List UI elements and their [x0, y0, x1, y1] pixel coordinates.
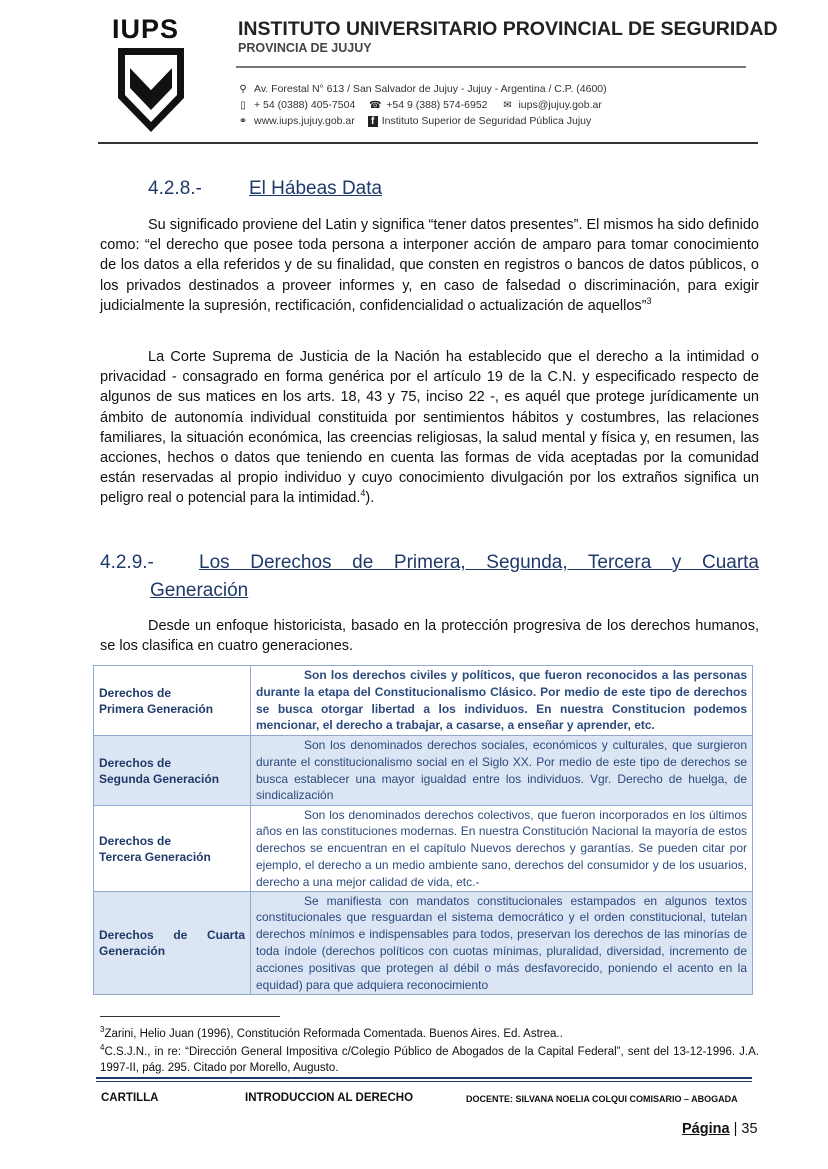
row-label: Derechos de Cuarta Generación [94, 892, 251, 995]
section-title-line2: Generación [150, 580, 249, 601]
header-rule [236, 66, 746, 68]
row-description: Son los denominados derechos colectivos, que fueron incorporados en los últimos años en las constituciones modernas. En nuestra Constitución Nacional la mayoría de estos derechos se encuentran en el capítulo Nuevos derechos y garantías. Se pueden citar por ejemplo, el derecho a un medio ambiente sano, derechos del consumidor y de los usuarios, derecho a una mejor calidad de vida, etc.- [251, 806, 753, 892]
institution-province: PROVINCIA DE JUJUY [238, 41, 372, 55]
row-label: Derechos de Primera Generación [94, 666, 251, 736]
footnote-3 [100, 1026, 759, 1042]
section-title-line1: Los Derechos de Primera, Segunda, Tercera y Cuarta [199, 552, 759, 573]
paragraph-generations-intro [100, 616, 759, 656]
footer-rule [96, 1077, 752, 1079]
paragraph-corte-suprema [100, 347, 759, 509]
email-icon: ✉ [503, 100, 512, 111]
location-pin-icon: ⚲ [239, 84, 247, 95]
table-row [94, 892, 753, 995]
web-line [236, 115, 591, 127]
whatsapp-text: +54 9 (388) 574-6952 [386, 99, 488, 111]
footer-rule-thin [96, 1081, 752, 1082]
page-number [682, 1121, 758, 1137]
institution-title: INSTITUTO UNIVERSITARIO PROVINCIAL DE SEGURIDAD [238, 18, 778, 40]
phone-line [236, 99, 602, 111]
row-description: Son los derechos civiles y políticos, que fueron reconocidos a las personas durante la etapa del Constitucionalismo Clásico. Por medio de este tipo de derechos se busca otorgar libertad a los individuos. En nuestra Constitucion podemos mencionar, el derecho a trabajar, a casarse, a enseñar y aprender, etc. [251, 666, 753, 736]
email-text: iups@jujuy.gob.ar [518, 99, 602, 111]
section-title: El Hábeas Data [249, 178, 383, 199]
row-label: Derechos de Tercera Generación [94, 806, 251, 892]
paragraph-habeas-definition [100, 215, 759, 316]
paragraph-text: La Corte Suprema de Justicia de la Nación ha establecido que el derecho a la intimidad o privacidad - consagrado en forma genérica por el artículo 19 de la C.N. y especificado respecto de algunos de sus matices en los arts. 18, 43 y 75, inciso 22 -, es aquél que protege jurídicamente un ámbito de autonomía individual constituida por sentimientos hábitos y costumbres, las relaciones familiares, la situación económica, las creencias religiosas, la salud mental y física y, en resumen, las acciones, hechos o datos que teniendo en cuenta las formas de vida aceptadas por la comunidad están reservadas al propio individuo y cuyo conocimiento divulgación por los extraños significa un peligro real o potencial para la intimidad. [100, 349, 759, 507]
section-number: 4.2.8.- [148, 178, 202, 199]
row-description: Son los denominados derechos sociales, económicos y culturales, que surgieron durante el constitucionalismo social en el Siglo XX. Por medio de este tipo de derechos se busca establecer una mayor igualdad entre los individuos. Vgr. Derecho de huelga, de sindicalización [251, 736, 753, 806]
table-row [94, 736, 753, 806]
page-number-value: 35 [741, 1121, 758, 1137]
web-text: www.iups.jujuy.gob.ar [254, 115, 355, 127]
table-row [94, 806, 753, 892]
header-bottom-rule [98, 142, 758, 144]
footnote-4 [100, 1044, 759, 1076]
page-separator: | [733, 1121, 738, 1137]
footnote-number: 4 [100, 1043, 105, 1053]
address-text: Av. Forestal N° 613 / San Salvador de Jujuy - Jujuy - Argentina / C.P. (4600) [254, 83, 607, 95]
row-label: Derechos de Segunda Generación [94, 736, 251, 806]
section-heading-428 [148, 178, 383, 200]
iups-shield-logo [116, 46, 186, 134]
facebook-icon: f [368, 116, 378, 127]
phone-icon: ▯ [240, 100, 246, 111]
footnote-ref: 3 [646, 295, 652, 306]
footnote-ref: 4 [360, 488, 366, 499]
phone-text: + 54 (0388) 405-7504 [254, 99, 356, 111]
footer-left: CARTILLA [101, 1092, 159, 1104]
footer-center: INTRODUCCION AL DERECHO [245, 1092, 414, 1104]
footnote-number: 3 [100, 1025, 105, 1035]
web-icon: ⚭ [238, 116, 248, 127]
generations-table [93, 665, 753, 995]
paragraph-text: Desde un enfoque historicista, basado en la protección progresiva de los derechos humanos, se los clasifica en cuatro generaciones. [100, 618, 759, 655]
section-number: 4.2.9.- [100, 552, 154, 573]
facebook-text: Instituto Superior de Seguridad Pública Jujuy [381, 115, 592, 127]
logo-text: IUPS [112, 14, 180, 44]
whatsapp-icon: ☎ [368, 100, 382, 111]
row-description: Se manifiesta con mandatos constitucionales estampados en algunos textos constitucionales que resguardan el sistema democrático y el orden constitucional, tutelan derechos mínimos e indispensables para todos, preservan los derechos de las minorías de toda índole (derechos políticos con cuotas mínimas, pluralidad, diversidad, incremento de acciones positivas que protegen al débil o más desfavorecido, poniendo el acento en la equidad) para que adquiera reconocimiento [251, 892, 753, 995]
table-row [94, 666, 753, 736]
paragraph-text: Su significado proviene del Latin y significa “tener datos presentes”. El mismos ha sido definido como: “el derecho que posee toda persona a interponer acción de amparo para tomar conocimiento de los datos a ella referidos y de su finalidad, que consten en registros o bancos de datos públicos, o los privados destinados a proveer informes y, en caso de falsedad o discriminación, para exigir judicialmente la supresión, rectificación, confidencialidad o actualización de aquellos” [100, 217, 759, 314]
footer-right: DOCENTE: SILVANA NOELIA COLQUI COMISARIO – ABOGADA [466, 1094, 738, 1104]
address-line [236, 83, 607, 95]
footnote-text: C.S.J.N., in re: “Dirección General Impositiva c/Colegio Público de Abogados de la Capital Federal”, sent del 13-12-1996. J.A. 1997-II, pág. 295. Citado por Morello, Augusto. [100, 1046, 759, 1074]
paragraph-end: ). [365, 490, 375, 507]
footnote-text: Zarini, Helio Juan (1996), Constitución Reformada Comentada. Buenos Aires. Ed. Astrea.. [104, 1028, 563, 1040]
footnote-rule [100, 1016, 280, 1017]
page-label: Página [682, 1121, 730, 1137]
